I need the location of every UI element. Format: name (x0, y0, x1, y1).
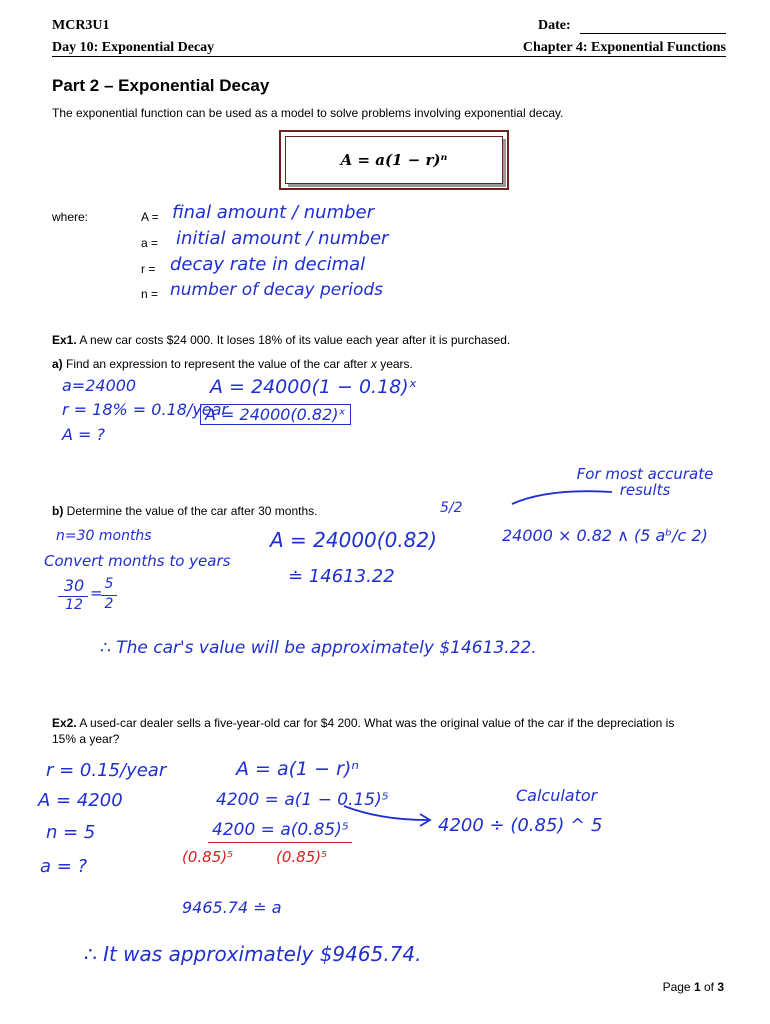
accuracy-note: For most accurate results (576, 465, 714, 499)
formula: A = a(1 − r)ⁿ (285, 136, 503, 184)
ex1-b-calc: 24000 × 0.82 ∧ (5 aᵇ/c 2) (502, 526, 708, 545)
ex1-a-given-a: a=24000 (62, 376, 137, 395)
ex1-b-frac-eq: = (90, 584, 103, 602)
ex1-b-label: b) (52, 504, 64, 518)
ex2-result: 9465.74 ≐ a (182, 898, 282, 917)
ex2-step2: 4200 = a(1 − 0.15)⁵ (216, 790, 389, 810)
where-label: where: (52, 210, 89, 224)
ex1-part-a (52, 357, 413, 371)
ex1-a-step1: A = 24000(1 − 0.18)ˣ (210, 376, 418, 398)
meaning-A: final amount / number (172, 202, 374, 223)
accuracy-arrow (508, 480, 618, 510)
page-number (663, 980, 724, 994)
ex1-question (52, 333, 510, 347)
ex2-red-divisor-2: (0.85)⁵ (276, 848, 328, 866)
ex2-given-r: r = 0.15/year (46, 760, 167, 781)
var-n: n = (141, 287, 159, 301)
section-title: Part 2 – Exponential Decay (52, 76, 270, 95)
course-code: MCR3U1 (52, 18, 110, 33)
ex2-text: A used-car dealer sells a five-year-old car for $4 200. What was the original value of the car if the depreciation is 15% a year? (52, 716, 675, 746)
ex1-a-unknown: A = ? (62, 425, 106, 444)
ex1-b-n: n=30 months (56, 528, 152, 544)
header-rule (52, 56, 726, 57)
ex1-a-answer-box: A = 24000(0.82)ˣ (200, 404, 351, 425)
ex1-b-frac-num: 30 (63, 576, 85, 595)
formula-box (279, 130, 509, 190)
chapter-title: Chapter 4: Exponential Functions (522, 40, 726, 55)
five-halves: 5/2 (440, 500, 463, 516)
ex2-question (52, 715, 692, 747)
meaning-r: decay rate in decimal (170, 254, 366, 275)
ex2-step3: 4200 = a(0.85)⁵ (212, 820, 349, 840)
ex1-text: A new car costs $24 000. It loses 18% of its value each year after it is purchased. (79, 333, 511, 347)
ex1-a-text-1: Find an expression to represent the value of the car after (66, 357, 371, 371)
ex2-calc-label: Calculator (516, 786, 598, 805)
ex2-step1: A = a(1 − r)ⁿ (236, 758, 359, 780)
date-line (580, 33, 726, 34)
ex1-b-frac-den: 12 (65, 597, 83, 613)
ex1-part-b (52, 504, 317, 518)
ex1-b-frac2-num: 5 (104, 576, 114, 592)
ex1-b-result: ≐ 14613.22 (288, 566, 395, 587)
ex1-a-label: a) (52, 357, 63, 371)
lesson-title: Day 10: Exponential Decay (52, 40, 215, 55)
meaning-n: number of decay periods (170, 280, 384, 300)
page-of: of (700, 980, 718, 994)
section-intro: The exponential function can be used as a model to solve problems involving exponential decay. (52, 106, 564, 120)
ex1-label: Ex1. (52, 333, 77, 347)
ex2-red-line (208, 842, 352, 843)
ex2-conclusion: ∴ It was approximately $9465.74. (84, 942, 422, 966)
ex2-label: Ex2. (52, 716, 77, 730)
ex1-a-given-r: r = 18% = 0.18/year (62, 400, 229, 419)
ex2-given-A: A = 4200 (38, 790, 123, 811)
ex1-b-step1: A = 24000(0.82) (270, 528, 437, 552)
meaning-a: initial amount / number (176, 228, 389, 249)
ex1-a-var: x (370, 357, 377, 371)
var-A: A = (141, 210, 159, 224)
var-r: r = (141, 262, 156, 276)
ex2-given-n: n = 5 (46, 822, 96, 843)
page-current: 1 (693, 980, 701, 994)
date-label-text: Date: (538, 18, 571, 33)
ex2-calc-arrow (340, 800, 440, 840)
ex1-conclusion: ∴ The car's value will be approximately $14613.22. (100, 638, 537, 658)
ex2-calc: 4200 ÷ (0.85) ^ 5 (438, 815, 603, 836)
ex1-b-convert: Convert months to years (44, 552, 231, 570)
ex1-a-text-2: years. (376, 357, 413, 371)
ex2-unknown: a = ? (40, 856, 88, 877)
var-a: a = (141, 236, 159, 250)
ex1-b-frac2-den: 2 (104, 596, 114, 612)
page-prefix: Page (662, 980, 694, 994)
date-label (538, 18, 571, 34)
ex2-red-divisor-1: (0.85)⁵ (182, 848, 234, 866)
ex1-b-text: Determine the value of the car after 30 months. (66, 504, 318, 518)
page-total: 3 (717, 980, 724, 994)
